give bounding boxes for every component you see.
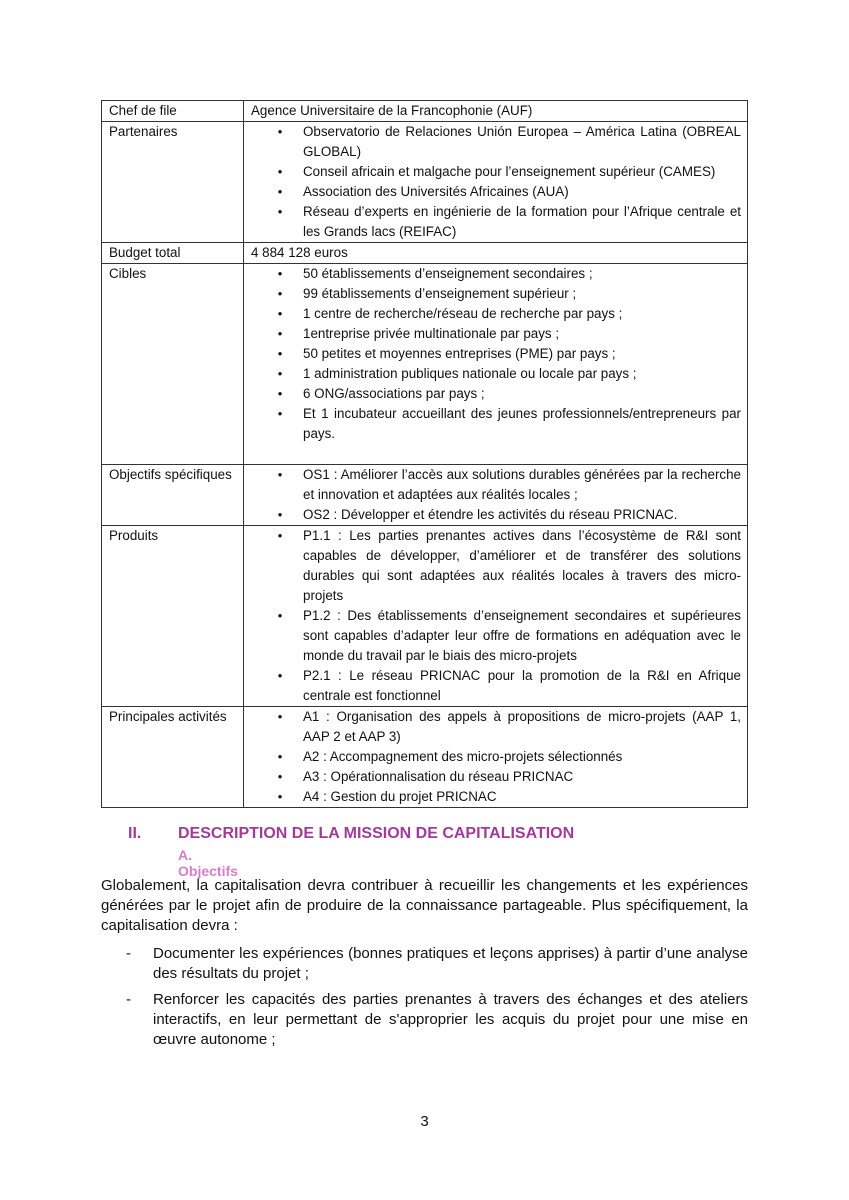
list-item	[251, 404, 741, 444]
bullet-list	[251, 465, 741, 525]
list-item	[251, 505, 741, 525]
list-item	[251, 707, 741, 747]
list-item	[251, 284, 741, 304]
list-item-text: P1.1 : Les parties prenantes actives dans l’écosystème de R&I sont capables de développer, d’améliorer et de transférer des solutions durables qui sont adaptées aux réalités locales à travers des micro-projets	[303, 528, 741, 603]
table-row	[102, 101, 748, 122]
row-value	[244, 707, 748, 808]
section-number: II.	[128, 825, 142, 842]
list-item	[251, 122, 741, 162]
bullet-icon: •	[277, 769, 283, 784]
table-row	[102, 264, 748, 465]
row-value	[244, 264, 748, 465]
intro-paragraph: Globalement, la capitalisation devra contribuer à recueillir les changements et les expériences générées par le projet afin de produire de la connaissance partageable. Plus spécifiquement, la capitalisation devra :	[101, 877, 748, 934]
list-item	[251, 767, 741, 787]
table-row	[102, 122, 748, 243]
list-item-text: 6 ONG/associations par pays ;	[303, 386, 485, 401]
list-item-text: 99 établissements d’enseignement supérieur ;	[303, 286, 577, 301]
bullet-icon: •	[277, 266, 283, 281]
row-label: Principales activités	[102, 707, 244, 808]
row-value: Agence Universitaire de la Francophonie (AUF)	[244, 101, 748, 122]
list-item	[251, 304, 741, 324]
list-item	[251, 264, 741, 284]
list-item	[251, 526, 741, 606]
list-item	[251, 606, 741, 666]
list-item-text: A2 : Accompagnement des micro-projets sélectionnés	[303, 749, 623, 764]
project-info-table	[101, 100, 748, 808]
list-item	[251, 747, 741, 767]
list-item	[251, 182, 741, 202]
objectives-list	[101, 944, 748, 1056]
list-item-text: 1entreprise privée multinationale par pays ;	[303, 326, 560, 341]
page-number: 3	[420, 1113, 429, 1130]
dash-icon: -	[126, 991, 131, 1008]
list-item	[251, 162, 741, 182]
list-item	[251, 787, 741, 807]
bullet-icon: •	[277, 204, 283, 219]
bullet-icon: •	[277, 346, 283, 361]
bullet-icon: •	[277, 386, 283, 401]
row-value	[244, 465, 748, 526]
list-item	[251, 324, 741, 344]
row-label: Cibles	[102, 264, 244, 465]
bullet-icon: •	[277, 306, 283, 321]
bullet-icon: •	[277, 749, 283, 764]
list-item-text: Et 1 incubateur accueillant des jeunes professionnels/entrepreneurs par pays.	[303, 406, 741, 441]
list-item-text: P2.1 : Le réseau PRICNAC pour la promotion de la R&I en Afrique centrale est fonctionnel	[303, 668, 741, 703]
bullet-list	[251, 707, 741, 807]
bullet-icon: •	[277, 366, 283, 381]
dash-icon: -	[126, 945, 131, 962]
bullet-icon: •	[277, 608, 283, 623]
bullet-icon: •	[277, 507, 283, 522]
row-label: Objectifs spécifiques	[102, 465, 244, 526]
list-item	[251, 202, 741, 242]
list-item-text: Conseil africain et malgache pour l’enseignement supérieur (CAMES)	[303, 164, 716, 179]
list-item-text: A4 : Gestion du projet PRICNAC	[303, 789, 497, 804]
list-item-text: OS2 : Développer et étendre les activités du réseau PRICNAC.	[303, 507, 678, 522]
list-item	[251, 344, 741, 364]
list-item-text: 50 établissements d’enseignement secondaires ;	[303, 266, 593, 281]
table-row	[102, 243, 748, 264]
row-label: Partenaires	[102, 122, 244, 243]
list-item-text: 1 administration publiques nationale ou locale par pays ;	[303, 366, 637, 381]
table-row	[102, 465, 748, 526]
list-item-text: A1 : Organisation des appels à propositions de micro-projets (AAP 1, AAP 2 et AAP 3)	[303, 709, 741, 744]
table-row	[102, 526, 748, 707]
list-item	[251, 384, 741, 404]
list-item-text: 50 petites et moyennes entreprises (PME) par pays ;	[303, 346, 616, 361]
project-info-table-body	[102, 101, 748, 808]
list-item	[101, 944, 748, 984]
list-item	[251, 364, 741, 384]
bullet-icon: •	[277, 528, 283, 543]
bullet-icon: •	[277, 184, 283, 199]
list-item-text: A3 : Opérationnalisation du réseau PRICNAC	[303, 769, 574, 784]
row-value: 4 884 128 euros	[244, 243, 748, 264]
bullet-icon: •	[277, 789, 283, 804]
row-label: Chef de file	[102, 101, 244, 122]
row-value	[244, 122, 748, 243]
list-item-text: OS1 : Améliorer l’accès aux solutions durables générées par la recherche et innovation et adaptées aux réalités locales ;	[303, 467, 741, 502]
list-item	[251, 465, 741, 505]
bullet-icon: •	[277, 668, 283, 683]
bullet-icon: •	[277, 326, 283, 341]
bullet-icon: •	[277, 467, 283, 482]
row-label: Budget total	[102, 243, 244, 264]
list-item-text: Association des Universités Africaines (AUA)	[303, 184, 569, 199]
list-item-text: Observatorio de Relaciones Unión Europea – América Latina (OBREAL GLOBAL)	[303, 124, 741, 159]
section-title: DESCRIPTION DE LA MISSION DE CAPITALISATION	[178, 825, 575, 842]
list-item-text: Réseau d’experts en ingénierie de la formation pour l’Afrique centrale et les Grands lacs (REIFAC)	[303, 204, 741, 239]
bullet-icon: •	[277, 406, 283, 421]
bullet-icon: •	[277, 286, 283, 301]
bullet-icon: •	[277, 164, 283, 179]
list-item-text: Renforcer les capacités des parties prenantes à travers des échanges et des ateliers interactifs, en leur permettant de s'approprier les acquis du projet pour une mise en œuvre autonome ;	[153, 991, 748, 1048]
list-item	[251, 666, 741, 706]
list-item-text: 1 centre de recherche/réseau de recherche par pays ;	[303, 306, 623, 321]
bullet-icon: •	[277, 709, 283, 724]
row-value	[244, 526, 748, 707]
table-row	[102, 707, 748, 808]
bullet-icon: •	[277, 124, 283, 139]
list-item-text: Documenter les expériences (bonnes pratiques et leçons apprises) à partir d’une analyse des résultats du projet ;	[153, 945, 748, 982]
row-label: Produits	[102, 526, 244, 707]
list-item-text: P1.2 : Des établissements d’enseignement secondaires et supérieures sont capables d’adapter leur offre de formations en adéquation avec le monde du travail par le biais des micro-projets	[303, 608, 741, 663]
bullet-list	[251, 264, 741, 444]
bullet-list	[251, 122, 741, 242]
bullet-list	[251, 526, 741, 706]
list-item	[101, 990, 748, 1050]
subsection-title: A. Objectifs	[178, 847, 238, 879]
